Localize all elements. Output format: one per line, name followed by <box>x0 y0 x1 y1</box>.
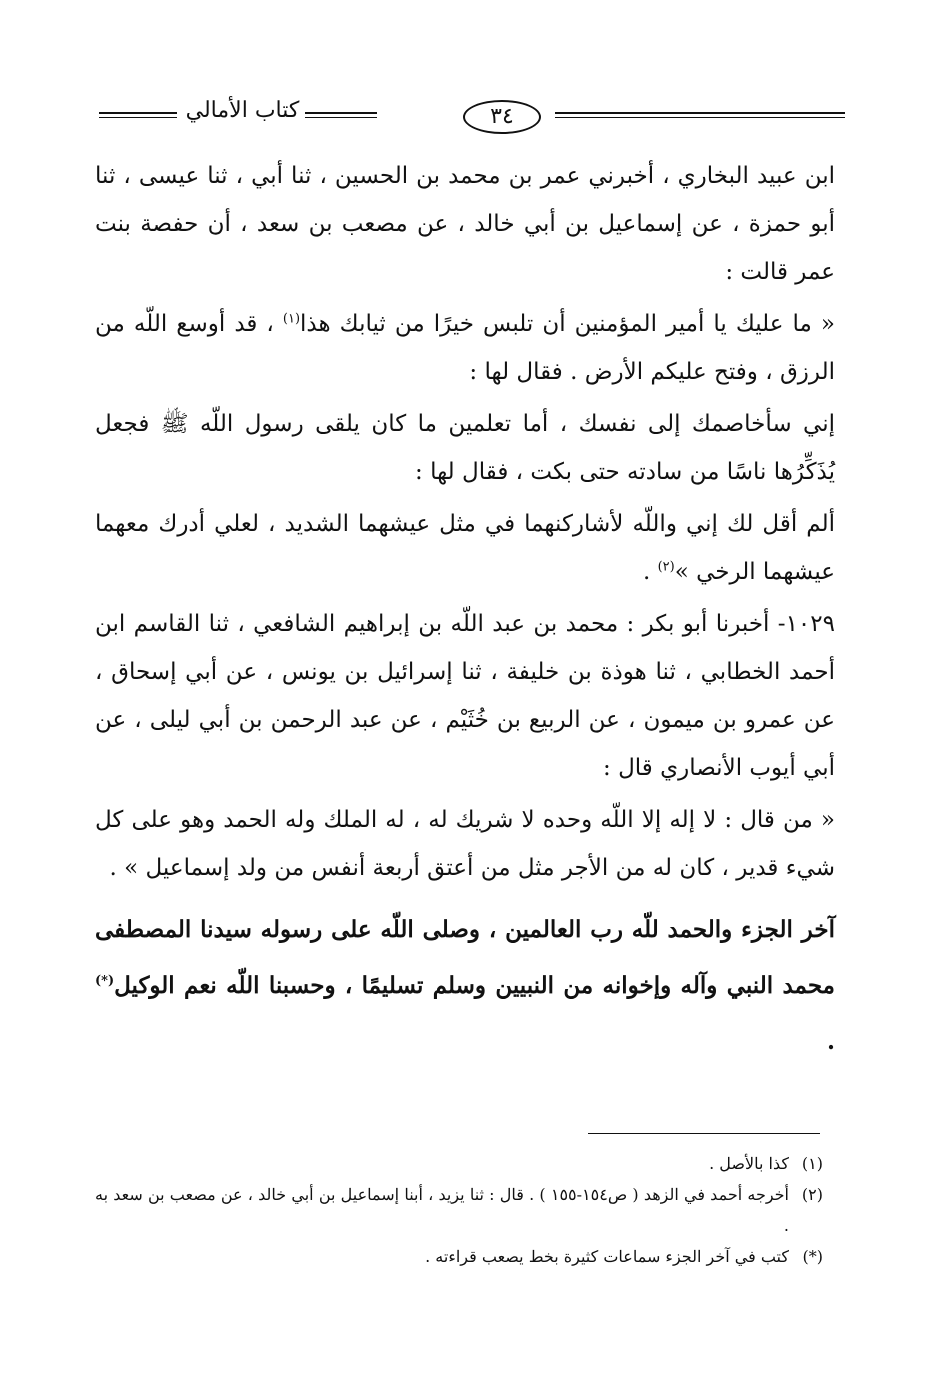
page-number: ٣٤ <box>463 100 541 134</box>
paragraph-1-text: ابن عبيد البخاري ، أخبرني عمر بن محمد بن الحسين ، ثنا أبي ، ثنا عيسى ، ثنا أبو حمزة ، عن إسماعيل بن أبي خالد ، عن مصعب بن سعد ، أن حفصة بنت عمر قالت : <box>95 163 835 285</box>
paragraph-2-text-before: « ما عليك يا أمير المؤمنين أن تلبس خيرًا من ثيابك هذا <box>300 311 835 337</box>
paragraph-3 <box>95 400 835 496</box>
footnote-star-marker: (*) <box>802 1247 823 1266</box>
paragraph-5-text: ١٠٢٩- أخبرنا أبو بكر : محمد بن عبد اللّه بن إبراهيم الشافعي ، ثنا القاسم ابن أحمد الخطابي ، ثنا هوذة بن خليفة ، ثنا إسرائيل بن يونس ، عن أبي إسحاق ، عن عمرو بن ميمون ، عن الربيع بن خُثَيْم ، عن عبد الرحمن بن أبي ليلى ، عن أبي أيوب الأنصاري قال : <box>95 611 835 781</box>
footnote-1-text: كذا بالأصل . <box>709 1154 789 1173</box>
paragraph-5 <box>95 600 835 792</box>
footnotes <box>95 1148 823 1272</box>
footnote-separator <box>588 1133 820 1134</box>
paragraph-4-text-before: ألم أقل لك إني واللّه لأشاركنهما في مثل عيشهما الشديد ، لعلي أدرك معهما عيشهما الرخي » <box>95 511 835 585</box>
paragraph-3-text: إني سأخاصمك إلى نفسك ، أما تعلمين ما كان يلقى رسول اللّه ﷺ فجعل يُذَكِّرُها ناسًا من سادته حتى بكت ، فقال لها : <box>95 411 835 485</box>
footnote-star-text: كتب في آخر الجزء سماعات كثيرة بخط يصعب قراءته . <box>425 1247 789 1266</box>
closing-paragraph <box>95 902 835 1070</box>
paragraph-4-text-after: . <box>642 559 658 585</box>
header-rule-middle <box>305 112 377 118</box>
footnote-ref-star: (*) <box>95 973 115 989</box>
paragraph-2-text-after: ، قد أوسع اللّه من الرزق ، وفتح عليكم الأرض . فقال لها : <box>95 311 835 385</box>
main-text <box>95 152 835 1070</box>
footnote-ref-1: (١) <box>282 311 301 327</box>
header-rule-right <box>555 112 845 118</box>
paragraph-4 <box>95 500 835 596</box>
paragraph-6-text: « من قال : لا إله إلا اللّه وحده لا شريك له ، له الملك وله الحمد وهو على كل شيء قدير ، كان له من الأجر مثل من أعتق أربعة أنفس من ولد إسماعيل » . <box>95 807 835 881</box>
footnote-1 <box>95 1148 823 1179</box>
footnote-1-marker: (١) <box>801 1154 823 1173</box>
footnote-2 <box>95 1179 823 1241</box>
closing-text-before: آخر الجزء والحمد للّه رب العالمين ، وصلى اللّه على رسوله سيدنا المصطفى محمد النبي وآله وإخوانه من النبيين وسلم تسليمًا ، وحسبنا اللّه نعم الوكيل <box>95 916 835 999</box>
footnote-star <box>95 1241 823 1272</box>
running-header <box>95 98 835 142</box>
header-title: كتاب الأمالي <box>185 98 300 123</box>
footnote-2-text: أخرجه أحمد في الزهد ( ص١٥٤-١٥٥ ) . قال : ثنا يزيد ، أبنا إسماعيل بن أبي خالد ، عن مصعب بن سعد به . <box>95 1185 790 1235</box>
closing-text-after: . <box>826 1028 835 1055</box>
paragraph-1 <box>95 152 835 296</box>
paragraph-6 <box>95 796 835 892</box>
footnote-ref-2: (٢) <box>657 559 675 575</box>
header-rule-left <box>99 112 177 118</box>
footnote-2-marker: (٢) <box>801 1185 823 1204</box>
paragraph-2 <box>95 300 835 396</box>
